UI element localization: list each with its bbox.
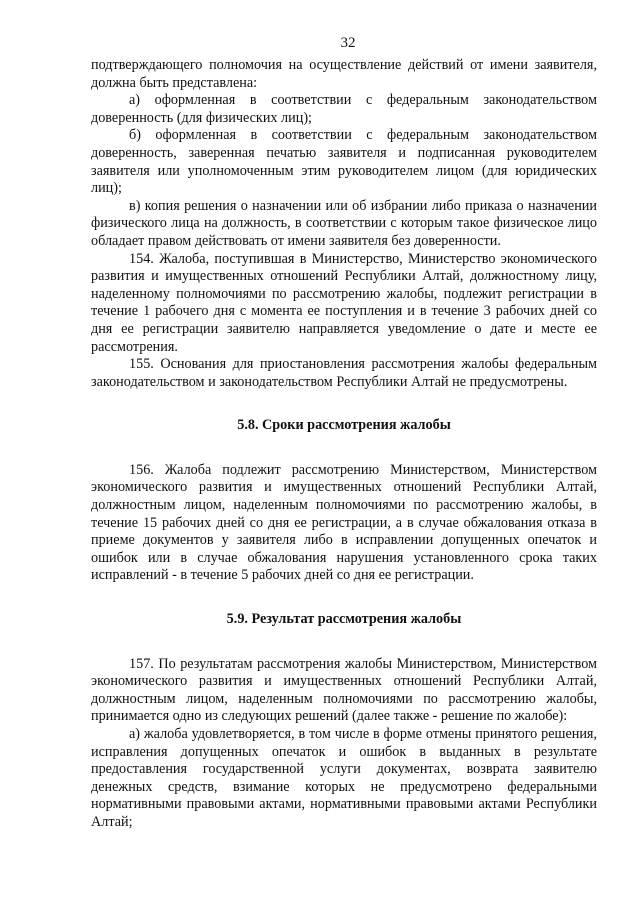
paragraph-item-b: б) оформленная в соответствии с федеральным законодательством доверенность, заверенная печатью заявителя и подписанная руководителем заявителя или уполномоченным этим руководителем лицом (для юридических лиц); (91, 127, 597, 197)
section-heading-5-8: 5.8. Сроки рассмотрения жалобы (237, 417, 451, 434)
paragraph-154: 154. Жалоба, поступившая в Министерство, Министерство экономического развития и имущественных отношений Республики Алтай, должностному лицу, наделенному полномочиями по рассмотрению жалобы, подлежит регистрации в течение 1 рабочего дня с момента ее поступления и в течение 3 рабочих дней со дня ее регистрации заявителю направляется уведомление о дате и месте ее рассмотрения. (91, 250, 597, 355)
paragraph-157-item-a: а) жалоба удовлетворяется, в том числе в форме отмены принятого решения, исправления допущенных опечаток и ошибок в выданных в результате предоставления государственной услуги документах, возврата заявителю денежных средств, взимание которых не предусмотрено федеральными нормативными правовыми актами, нормативными правовыми актами Республики Алтай; (91, 726, 597, 830)
paragraph-156: 156. Жалоба подлежит рассмотрению Министерством, Министерством экономического развития и имущественных отношений Республики Алтай, должностным лицом, наделенным полномочиями по рассмотрению жалобы, в течение 15 рабочих дней со дня ее регистрации, а в случае обжалования отказа в приеме документов у заявителя либо в исправлении допущенных опечаток и ошибок или в случае обжалования нарушения установленного срока таких исправлений - в течение 5 рабочих дней со дня ее регистрации. (91, 461, 597, 584)
paragraph-157: 157. По результатам рассмотрения жалобы Министерством, Министерством экономического развития и имущественных отношений Республики Алтай, должностным лицом, наделенным полномочиями по рассмотрению жалобы, принимается одно из следующих решений (далее также - решение по жалобе): (91, 655, 597, 725)
page-number: 32 (340, 35, 356, 51)
paragraph-155: 155. Основания для приостановления рассмотрения жалобы федеральным законодательством и законодательством Республики Алтай не предусмотрены. (91, 356, 597, 390)
paragraph-intro: подтверждающего полномочия на осуществление действий от имени заявителя, должна быть представлена: (91, 57, 597, 91)
section-heading-5-9: 5.9. Результат рассмотрения жалобы (226, 611, 462, 628)
paragraph-item-a: а) оформленная в соответствии с федеральным законодательством доверенность (для физических лиц); (91, 92, 597, 126)
paragraph-item-v: в) копия решения о назначении или об избрании либо приказа о назначении физического лица на должность, в соответствии с которым такое физическое лицо обладает правом действовать от имени заявителя без доверенности. (91, 197, 597, 249)
